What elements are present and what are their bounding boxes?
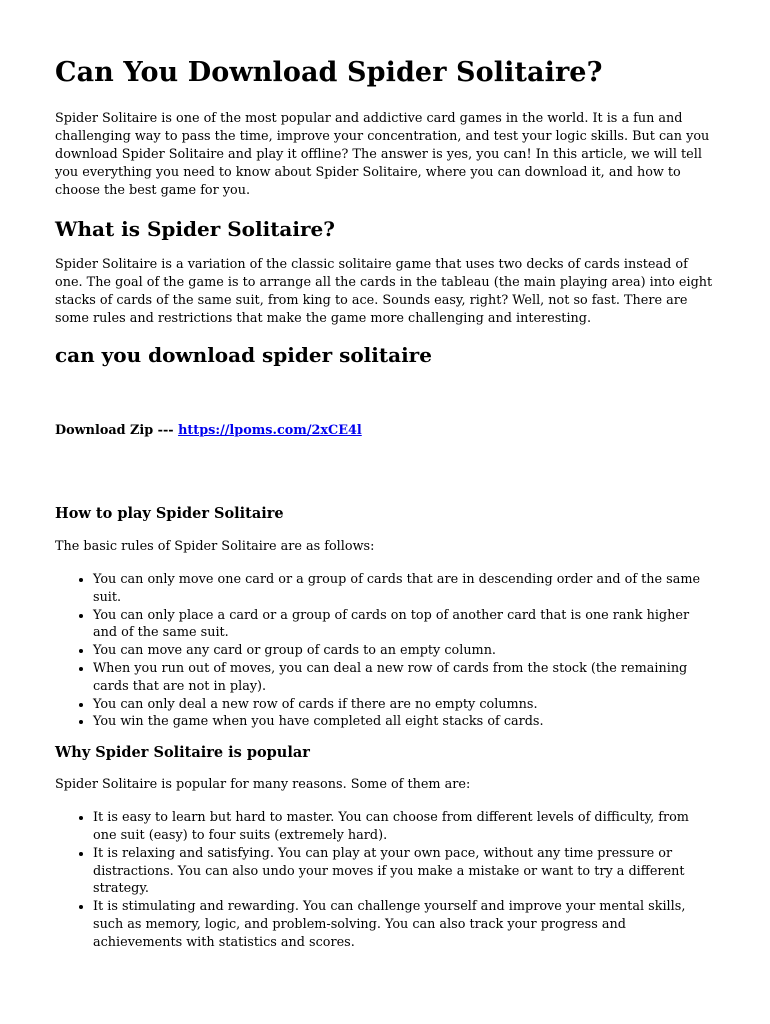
list-item: • When you run out of moves, you can deal a new row of cards from the stock (the remaining cards that are not in play). bbox=[93, 660, 714, 696]
why-popular-heading: Why Spider Solitaire is popular bbox=[55, 744, 310, 762]
download-link[interactable]: https://lpoms.com/2xCE4l bbox=[178, 423, 362, 438]
reasons-list bbox=[55, 809, 714, 951]
list-item: • It is relaxing and satisfying. You can play at your own pace, without any time pressure or distractions. You can also undo your moves if you make a mistake or want to try a different strategy. bbox=[93, 845, 714, 898]
what-is-heading: What is Spider Solitaire? bbox=[55, 217, 335, 241]
list-item: • You win the game when you have completed all eight stacks of cards. bbox=[93, 713, 714, 731]
download-label: Download Zip --- bbox=[55, 423, 174, 438]
why-popular-intro: Spider Solitaire is popular for many reasons. Some of them are: bbox=[55, 777, 471, 793]
basic-rules-intro: The basic rules of Spider Solitaire are as follows: bbox=[55, 539, 375, 554]
list-item: • You can only move one card or a group of cards that are in descending order and of the same suit. bbox=[93, 571, 714, 607]
what-is-paragraph: Spider Solitaire is a variation of the classic solitaire game that uses two decks of cards instead of one. The goal of the game is to arrange all the cards in the tableau (the main playing area) into eight stacks of cards of the same suit, from king to ace. Sounds easy, right? Well, not so fast. There are some rules and restrictions that make the game more challenging and interesting. bbox=[55, 257, 713, 326]
page-title: Can You Download Spider Solitaire? bbox=[55, 57, 603, 88]
list-item: • It is stimulating and rewarding. You can challenge yourself and improve your mental skills, such as memory, logic, and problem-solving. You can also track your progress and achievements with statistics and scores. bbox=[93, 898, 714, 951]
intro-paragraph: Spider Solitaire is one of the most popular and addictive card games in the world. It is a fun and challenging way to pass the time, improve your concentration, and test your logic skills. But can you download Spider Solitaire and play it offline? The answer is yes, you can! In this article, we will tell you everything you need to know about Spider Solitaire, where you can download it, and how to choose the best game for you. bbox=[55, 111, 710, 198]
list-item: • It is easy to learn but hard to master. You can choose from different levels of difficulty, from one suit (easy) to four suits (extremely hard). bbox=[93, 809, 714, 845]
list-item: • You can only deal a new row of cards if there are no empty columns. bbox=[93, 696, 714, 714]
how-to-play-heading: How to play Spider Solitaire bbox=[55, 505, 284, 522]
keyword-heading: can you download spider solitaire bbox=[55, 343, 432, 367]
list-item: • You can move any card or group of cards to an empty column. bbox=[93, 642, 714, 660]
rules-list bbox=[55, 571, 714, 731]
list-item: • You can only place a card or a group of cards on top of another card that is one rank higher and of the same suit. bbox=[93, 607, 714, 643]
download-line bbox=[55, 422, 714, 440]
